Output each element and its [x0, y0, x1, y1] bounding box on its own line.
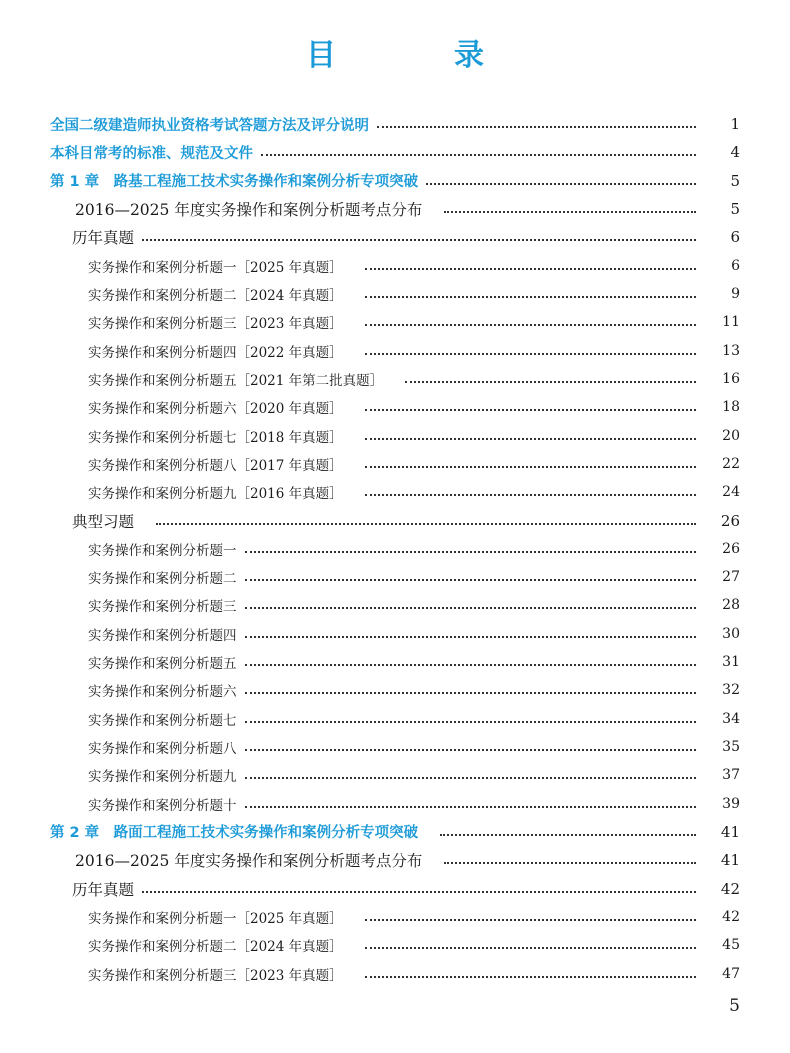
- toc-entry-title: 实务操作和案例分析题八: [88, 741, 237, 758]
- dot-leader: [426, 183, 696, 185]
- toc-entry-page: 6: [731, 257, 740, 274]
- table-of-contents: [0, 110, 790, 988]
- toc-entry-page: 34: [722, 710, 740, 727]
- dot-leader: [444, 862, 696, 864]
- toc-entry[interactable]: [0, 252, 790, 280]
- toc-entry-page: 11: [722, 314, 740, 331]
- toc-entry-page: 47: [722, 965, 740, 982]
- dot-leader: [142, 239, 696, 241]
- toc-entry-page: 5: [730, 171, 740, 190]
- toc-entry[interactable]: [0, 535, 790, 563]
- toc-entry-title: 实务操作和案例分析题三［2023 年真题］: [88, 316, 343, 333]
- toc-entry[interactable]: [0, 365, 790, 393]
- toc-entry-page: 42: [722, 908, 740, 925]
- toc-entry[interactable]: [0, 931, 790, 959]
- dot-leader: [245, 692, 697, 694]
- toc-entry[interactable]: [0, 563, 790, 591]
- toc-entry[interactable]: [0, 733, 790, 761]
- dot-leader: [245, 777, 697, 779]
- toc-entry[interactable]: [0, 676, 790, 704]
- dot-leader: [245, 551, 697, 553]
- toc-entry-page: 22: [722, 455, 740, 472]
- toc-entry-page: 39: [722, 795, 740, 812]
- dot-leader: [365, 324, 696, 326]
- toc-entry-title: 历年真题: [72, 880, 135, 899]
- toc-entry-title: 实务操作和案例分析题八［2017 年真题］: [88, 457, 343, 474]
- toc-entry-page: 9: [731, 286, 740, 303]
- toc-entry-title: 实务操作和案例分析题一: [88, 542, 237, 559]
- toc-entry[interactable]: [0, 959, 790, 987]
- page-number: 5: [729, 996, 740, 1016]
- dot-leader: [405, 381, 696, 383]
- dot-leader: [365, 466, 696, 468]
- toc-entry-title: 实务操作和案例分析题三［2023 年真题］: [88, 967, 343, 984]
- toc-entry-page: 42: [720, 879, 740, 898]
- toc-entry-title: 2016—2025 年度实务操作和案例分析题考点分布: [75, 852, 423, 871]
- dot-leader: [365, 976, 696, 978]
- toc-entry-title: 本科目常考的标准、规范及文件: [50, 145, 253, 162]
- toc-entry-title: 实务操作和案例分析题十: [88, 797, 237, 814]
- toc-entry-title: 实务操作和案例分析题七: [88, 712, 237, 729]
- toc-entry-title: 实务操作和案例分析题九［2016 年真题］: [88, 486, 343, 503]
- dot-leader: [365, 409, 696, 411]
- toc-entry[interactable]: [0, 223, 790, 251]
- toc-entry-title: 实务操作和案例分析题三: [88, 599, 237, 616]
- toc-entry-page: 1: [730, 115, 740, 134]
- toc-entry-page: 26: [722, 540, 740, 557]
- dot-leader: [365, 438, 696, 440]
- dot-leader: [365, 353, 696, 355]
- toc-entry[interactable]: [0, 450, 790, 478]
- toc-entry-title: 实务操作和案例分析题二［2024 年真题］: [88, 288, 343, 305]
- toc-entry-page: 45: [722, 937, 740, 954]
- toc-entry[interactable]: [0, 648, 790, 676]
- toc-entry-page: 4: [730, 143, 740, 162]
- page-title: 目 录: [306, 38, 528, 73]
- dot-leader: [245, 607, 697, 609]
- toc-entry-title: 实务操作和案例分析题六［2020 年真题］: [88, 401, 343, 418]
- toc-entry-title: 历年真题: [72, 229, 135, 248]
- toc-entry-title: 第 2 章 路面工程施工技术实务操作和案例分析专项突破: [50, 825, 419, 842]
- toc-entry-title: 实务操作和案例分析题四［2022 年真题］: [88, 344, 343, 361]
- toc-entry-title: 实务操作和案例分析题二: [88, 571, 237, 588]
- dot-leader: [245, 721, 697, 723]
- toc-entry[interactable]: [0, 393, 790, 421]
- toc-entry[interactable]: [0, 110, 790, 138]
- toc-entry-title: 实务操作和案例分析题五: [88, 656, 237, 673]
- toc-entry-title: 全国二级建造师执业资格考试答题方法及评分说明: [50, 117, 369, 134]
- toc-entry-page: 37: [722, 767, 740, 784]
- toc-entry[interactable]: [0, 903, 790, 931]
- toc-entry[interactable]: [0, 705, 790, 733]
- toc-entry[interactable]: [0, 818, 790, 846]
- dot-leader: [142, 891, 696, 893]
- dot-leader: [245, 806, 697, 808]
- dot-leader: [261, 154, 696, 156]
- toc-entry[interactable]: [0, 591, 790, 619]
- toc-entry-page: 32: [722, 682, 740, 699]
- toc-entry-title: 实务操作和案例分析题一［2025 年真题］: [88, 910, 343, 927]
- toc-entry-page: 6: [730, 228, 740, 247]
- dot-leader: [245, 664, 697, 666]
- toc-entry-title: 典型习题: [72, 512, 135, 531]
- dot-leader: [245, 636, 697, 638]
- toc-entry-page: 31: [722, 654, 740, 671]
- dot-leader: [440, 834, 696, 836]
- toc-entry[interactable]: [0, 620, 790, 648]
- toc-entry-title: 2016—2025 年度实务操作和案例分析题考点分布: [75, 201, 423, 220]
- dot-leader: [156, 523, 696, 525]
- dot-leader: [444, 211, 696, 213]
- toc-entry-page: 26: [720, 511, 740, 530]
- dot-leader: [365, 947, 696, 949]
- toc-entry-page: 41: [720, 822, 740, 841]
- toc-entry[interactable]: [0, 506, 790, 534]
- toc-entry-page: 18: [722, 399, 740, 416]
- toc-entry-title: 实务操作和案例分析题九: [88, 769, 237, 786]
- toc-entry-page: 35: [722, 739, 740, 756]
- dot-leader: [245, 579, 697, 581]
- toc-entry-title: 实务操作和案例分析题七［2018 年真题］: [88, 429, 343, 446]
- toc-entry[interactable]: [0, 846, 790, 874]
- toc-entry-page: 20: [722, 427, 740, 444]
- toc-entry[interactable]: [0, 478, 790, 506]
- toc-entry-title: 实务操作和案例分析题六: [88, 684, 237, 701]
- toc-entry-title: 实务操作和案例分析题一［2025 年真题］: [88, 259, 343, 276]
- toc-entry[interactable]: [0, 308, 790, 336]
- toc-entry-page: 28: [722, 597, 740, 614]
- toc-entry[interactable]: [0, 167, 790, 195]
- toc-entry[interactable]: [0, 337, 790, 365]
- dot-leader: [365, 268, 696, 270]
- toc-entry-title: 实务操作和案例分析题四: [88, 627, 237, 644]
- dot-leader: [365, 296, 696, 298]
- dot-leader: [365, 919, 696, 921]
- toc-entry-page: 5: [730, 200, 740, 219]
- dot-leader: [245, 749, 697, 751]
- toc-entry-title: 实务操作和案例分析题二［2024 年真题］: [88, 939, 343, 956]
- toc-entry[interactable]: [0, 874, 790, 902]
- toc-entry[interactable]: [0, 280, 790, 308]
- toc-entry[interactable]: [0, 790, 790, 818]
- toc-entry-title: 第 1 章 路基工程施工技术实务操作和案例分析专项突破: [50, 174, 419, 191]
- toc-entry-title: 实务操作和案例分析题五［2021 年第二批真题］: [88, 372, 384, 389]
- toc-entry[interactable]: [0, 195, 790, 223]
- dot-leader: [365, 494, 696, 496]
- toc-entry[interactable]: [0, 421, 790, 449]
- toc-entry[interactable]: [0, 138, 790, 166]
- toc-entry-page: 24: [722, 484, 740, 501]
- toc-entry-page: 27: [722, 569, 740, 586]
- toc-entry[interactable]: [0, 761, 790, 789]
- toc-entry-page: 41: [720, 851, 740, 870]
- toc-entry-page: 13: [722, 342, 740, 359]
- dot-leader: [377, 126, 696, 128]
- toc-entry-page: 16: [722, 370, 740, 387]
- toc-entry-page: 30: [722, 625, 740, 642]
